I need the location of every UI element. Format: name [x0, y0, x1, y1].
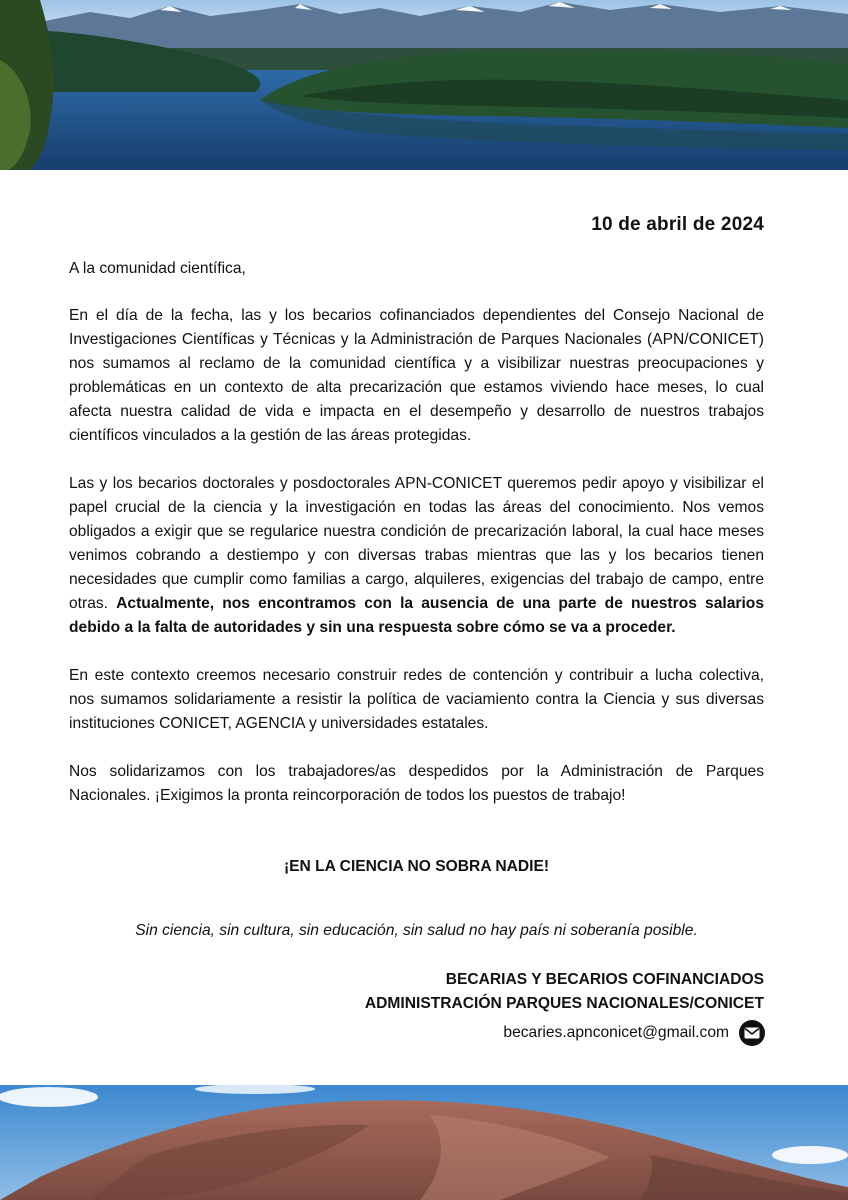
paragraph-2-bold: Actualmente, nos encontramos con la ausencia de una parte de nuestros salarios debido a la falta de autoridades y sin una respuesta sobre cómo se va a proceder.	[69, 595, 764, 636]
email-address[interactable]: becaries.apnconicet@gmail.com	[503, 1024, 729, 1041]
header-landscape-photo	[0, 0, 848, 170]
motto: Sin ciencia, sin cultura, sin educación, sin salud no hay país ni soberanía posible.	[135, 922, 698, 939]
paragraph-2	[69, 472, 764, 640]
paragraph-1: En el día de la fecha, las y los becarios cofinanciados dependientes del Consejo Nacional de Investigaciones Científicas y Técnicas y la Administración de Parques Nacionales (APN/CONICET) nos sumamos al reclamo de la comunidad científica y a visibilizar nuestras preocupaciones y problemáticas en un contexto de alta precarización que estamos viviendo hace meses, lo cual afecta nuestra calidad de vida e impacta en el desempeño y desarrollo de nuestros trabajos científicos vinculados a la gestión de las áreas protegidas.	[69, 307, 764, 444]
signature-line-2: ADMINISTRACIÓN PARQUES NACIONALES/CONICET	[364, 995, 764, 1012]
paragraph-2-text: Las y los becarios doctorales y posdoctorales APN-CONICET queremos pedir apoyo y visibilizar el papel crucial de la ciencia y la investigación en todas las áreas del conocimiento. Nos vemos obligados a exigir que se regularice nuestra condición de precarización laboral, la cual hace meses venimos cobrando a destiempo y con diversas trabas mientras que las y los becarios tienen necesidades que cumplir como familias a cargo, alquileres, exigencias del trabajo de campo, entre otras.	[69, 475, 764, 612]
footer-landscape-photo	[0, 1085, 848, 1200]
email-row	[69, 1020, 764, 1046]
letter-body	[69, 214, 764, 1046]
paragraph-4: Nos solidarizamos con los trabajadores/as despedidos por la Administración de Parques Nacionales. ¡Exigimos la pronta reincorporación de todos los puestos de trabajo!	[69, 763, 764, 804]
envelope-icon	[739, 1020, 765, 1046]
signature-line-1: BECARIAS Y BECARIOS COFINANCIADOS	[445, 971, 764, 988]
letter-date: 10 de abril de 2024	[591, 214, 764, 235]
slogan: ¡EN LA CIENCIA NO SOBRA NADIE!	[283, 858, 550, 875]
greeting: A la comunidad científica,	[69, 260, 246, 277]
paragraph-3: En este contexto creemos necesario construir redes de contención y contribuir a lucha colectiva, nos sumamos solidariamente a resistir la política de vaciamiento contra la Ciencia y sus diversas instituciones CONICET, AGENCIA y universidades estatales.	[69, 667, 764, 732]
